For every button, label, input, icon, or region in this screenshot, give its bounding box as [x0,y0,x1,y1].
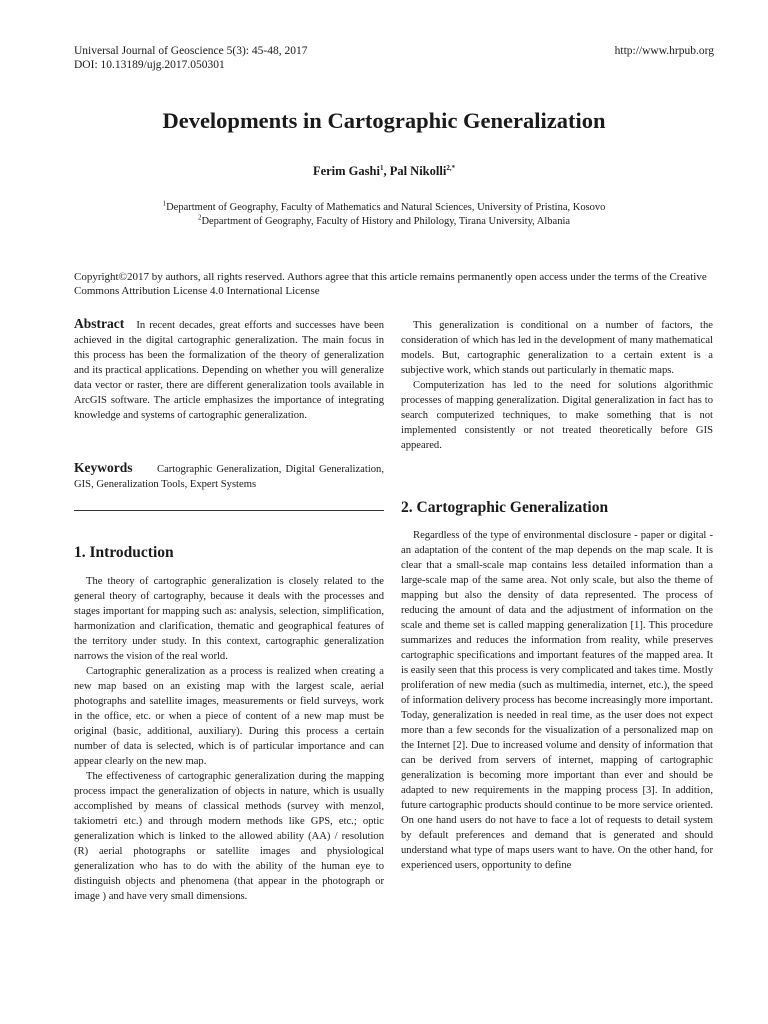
intro-paragraph-1: The theory of cartographic generalization is closely related to the general theory of cartography, because it deals with the processes and stages important for mapping such as: analysis, selection, simplification, harmonization and clarification, thematic and geographical features of the territory under study. In this context, cartographic generalization narrows the vision of the real world. [74,576,384,662]
section-2-paragraph-1: Regardless of the type of environmental disclosure - paper or digital - an adaptation of the content of the map depends on the map scale. It is clear that a small-scale map contains less detailed information than a large-scale map of the same area. Not only scale, but also the theme of mapping but also the density of data represented. The process of reducing the amount of data and the adjustment of information on the scale and theme set is called mapping generalization [1]. This procedure summarizes and reduces the information from reality, while preserves cartographic specifications and important features of the mapped area. It is easily seen that this process is very complicated and takes time. Mostly proliferation of new media (such as multimedia, internet, etc.), the speed of information delivery process has become increasingly more important. Today, generalization is needed in real time, as the user does not expect more than a few seconds for the visualization of a personalized map on the Internet [2]. Due to increased volume and density of information that can be derived from servers of internet, mapping of cartographic generalization is becoming more important than ever and should be adapted to new requirements in the mapping process [3]. In addition, future cartographic products should continue to be more service oriented. On one hand users do not have to face a lot of requests to detail system by default preferences and demand that is generated and should understand what type of maps users want to have. On the other hand, for experienced users, opportunity to define [401,530,713,871]
affiliation-2-mark: 2 [197,213,202,222]
abstract-text: In recent decades, great efforts and successes have been achieved in the digital cartographic generalization. The main focus in this process has been the formalization of the theory of generalization and its practical applications. Depending on whether you will generalize data vector or raster, there are different generalization tools available in ArcGIS software. The article emphasizes the importance of integrating knowledge and systems of cartographic generalization. [74,320,385,421]
author-separator: , [383,164,390,178]
affiliation-1 [0,199,768,213]
intro-paragraph-3: The effectiveness of cartographic generalization during the mapping process impact the generalization of objects in nature, which is usually accomplished by means of classical methods (survey with menzol, takiometri etc.) and through modern methods like GPS, etc.; optic generalization which is linked to the allowed ability (AA) / resolution (R) aerial photographs or satellite images and physiological generalization who has to do with the ability of the human eye to distinguish objects and phenomena (that appear in the photograph or image ) and have very small dimensions. [74,771,384,902]
right-column-intro [401,318,713,453]
affiliation-1-mark: 1 [162,199,167,208]
keywords-label: Keywords [74,460,133,475]
keywords-text: Cartographic Generalization, Digital Generalization, GIS, Generalization Tools, Expert Systems [74,464,384,490]
section-2-body [401,528,713,873]
doi: DOI: 10.13189/ujg.2017.050301 [74,59,225,71]
abstract-label: Abstract [74,316,125,331]
journal-url[interactable]: http://www.hrpub.org [614,45,714,57]
heading-introduction: 1. Introduction [74,544,174,561]
abstract-block [74,316,384,423]
affiliation-1-text: Department of Geography, Faculty of Mathematics and Natural Sciences, University of Pristina, Kosovo [166,202,606,213]
author-2: Pal Nikolli [389,164,447,178]
intro-paragraph-2: Cartographic generalization as a process is realized when creating a new map based on an existing map with the largest scale, aerial photographs and satellite images, measurements or field surveys, work in the office, etc. or when a piece of content of a new map must be original (basic, additional, auxiliary). During this process a certain number of data is selected, which is of particular importance and can appear clearly on the new map. [74,666,384,767]
affiliation-2-text: Department of Geography, Faculty of History and Philology, Tirana University, Albania [201,216,571,227]
section-divider [74,510,384,511]
author-1-affiliation-mark: 1 [379,163,384,172]
affiliation-2 [0,213,768,227]
authors [0,164,768,179]
copyright-notice: Copyright©2017 by authors, all rights reserved. Authors agree that this article remains permanently open access under the terms of the Creative Commons Attribution License 4.0 International License [74,271,707,297]
journal-citation: Universal Journal of Geoscience 5(3): 45-48, 2017 [74,45,308,57]
right-paragraph-1: This generalization is conditional on a number of factors, the consideration of which has led in the development of many mathematical models. But, cartographic generalization to a certain extent is a subjective work, which stands out particularly in thematic maps. [401,320,713,376]
author-1: Ferim Gashi [312,164,380,178]
author-2-affiliation-mark: 2,* [446,163,456,172]
keywords-block [74,460,384,492]
heading-cartographic-generalization: 2. Cartographic Generalization [401,499,609,516]
paper-title: Developments in Cartographic Generalization [162,108,606,133]
right-paragraph-2: Computerization has led to the need for solutions algorithmic processes of mapping generalization. Digital generalization in fact has to search computerized techniques, to make something that is not implemented consistently or not treated theoretically before GIS appeared. [401,380,713,451]
introduction-body [74,574,384,904]
